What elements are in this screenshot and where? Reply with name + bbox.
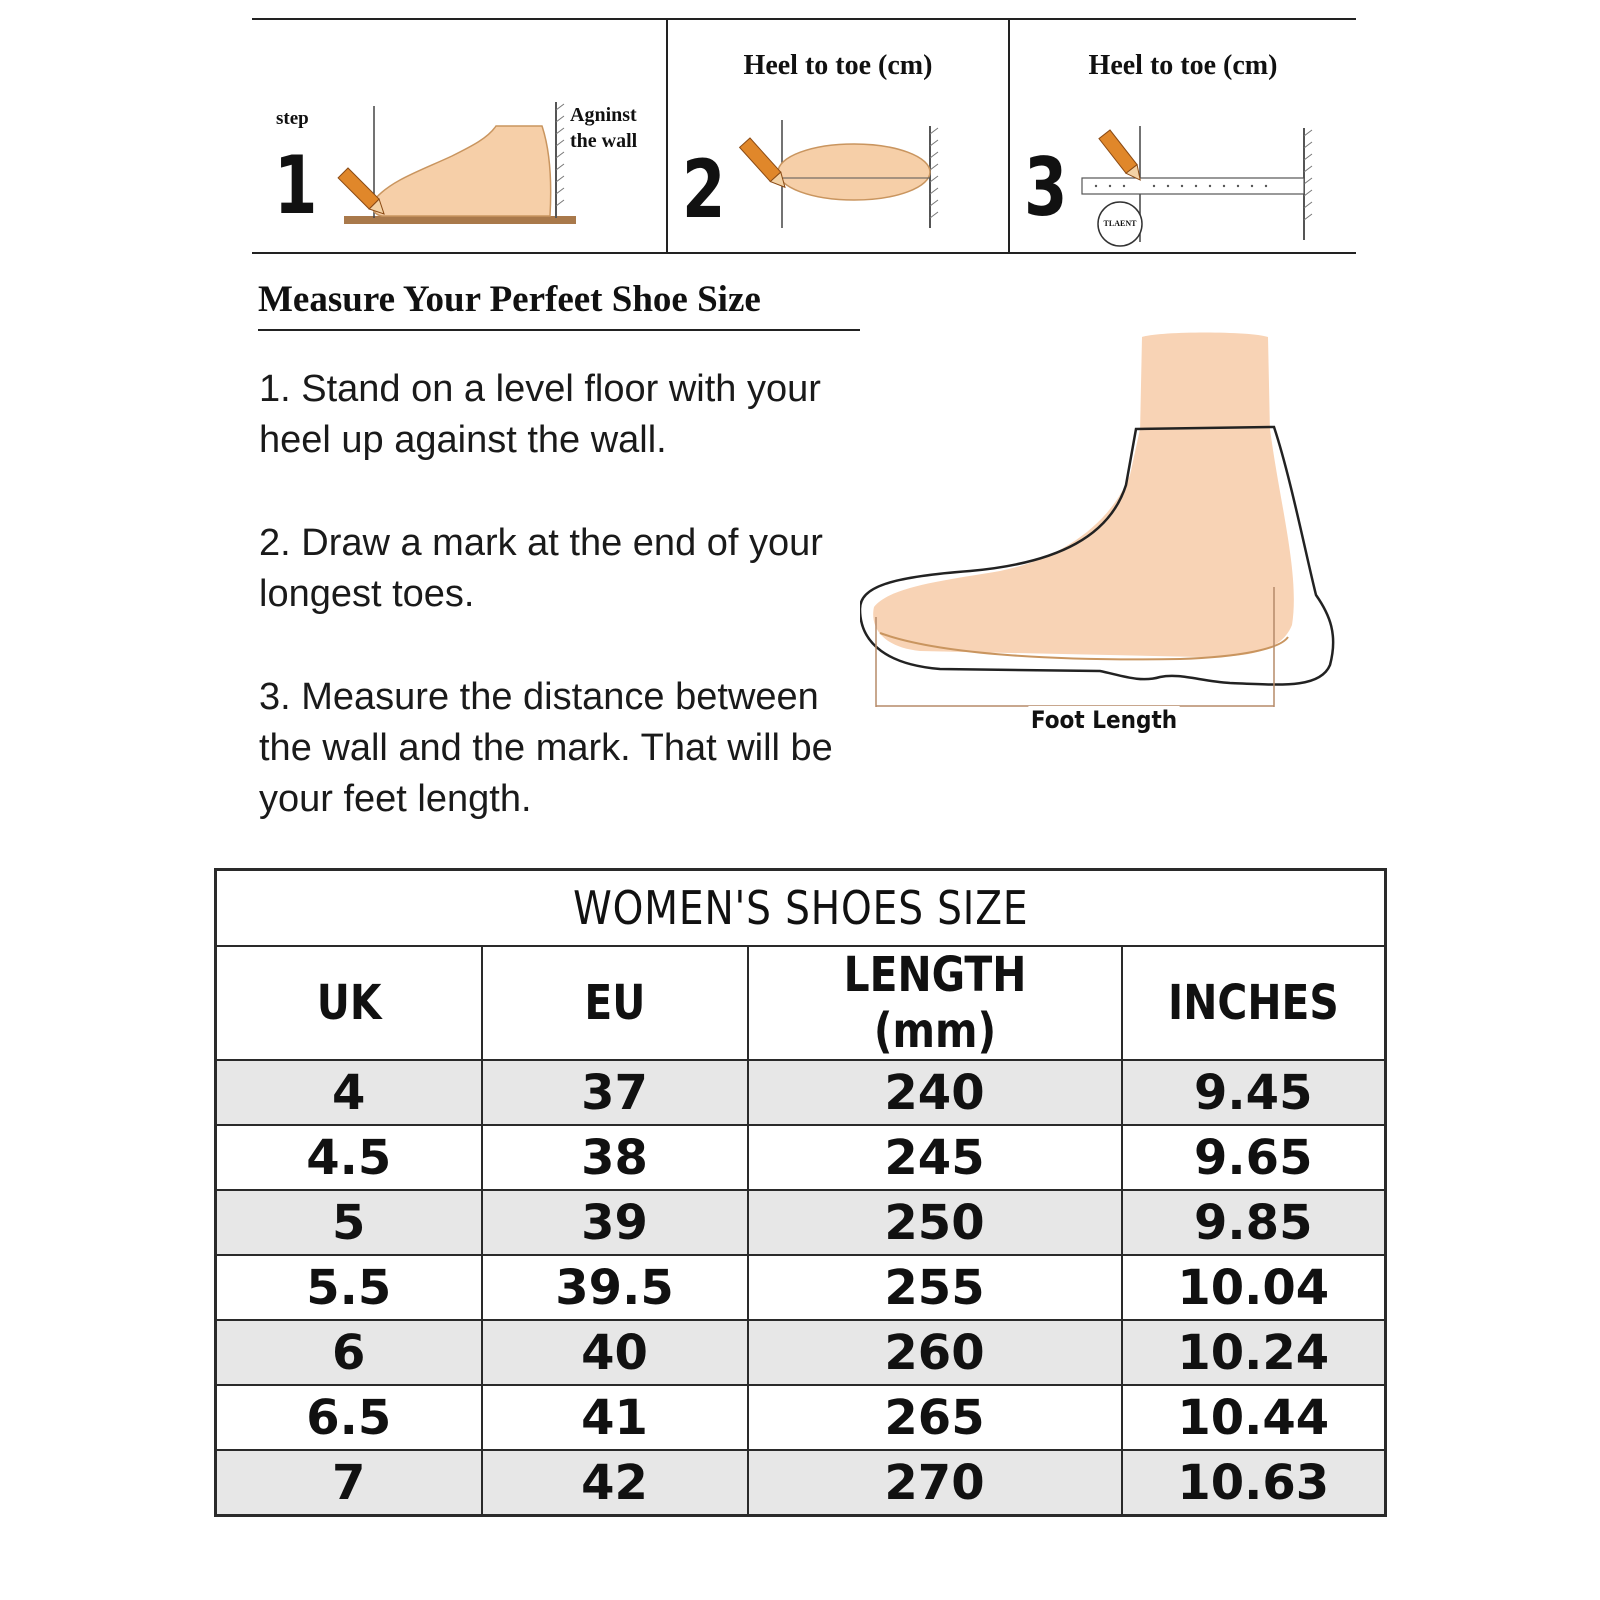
cell-inches: 10.44 xyxy=(1122,1385,1386,1450)
table-row xyxy=(216,1450,1386,1516)
measure-section-title: Measure Your Perfeet Shoe Size xyxy=(258,278,860,331)
instruction-2: 2. Draw a mark at the end of your longest toes. xyxy=(259,522,823,615)
step-3-title: Heel to toe (cm) xyxy=(1088,50,1278,81)
cell-eu: 41 xyxy=(482,1385,748,1450)
table-row xyxy=(216,1125,1386,1190)
cell-eu: 39.5 xyxy=(482,1255,748,1320)
table-row xyxy=(216,1385,1386,1450)
cell-uk: 5.5 xyxy=(216,1255,482,1320)
instruction-3: 3. Measure the distance between the wall and the mark. That will be your feet length. xyxy=(259,676,833,820)
step-1-number: 1 xyxy=(274,139,318,232)
table-row xyxy=(216,1060,1386,1125)
cell-length: 240 xyxy=(748,1060,1122,1125)
cell-uk: 6.5 xyxy=(216,1385,482,1450)
col-header-length: LENGTH (mm) xyxy=(748,946,1122,1060)
table-row xyxy=(216,1190,1386,1255)
cell-length: 245 xyxy=(748,1125,1122,1190)
cell-length: 260 xyxy=(748,1320,1122,1385)
table-row xyxy=(216,1255,1386,1320)
table-row xyxy=(216,1320,1386,1385)
cell-uk: 5 xyxy=(216,1190,482,1255)
cell-uk: 7 xyxy=(216,1450,482,1516)
cell-length: 265 xyxy=(748,1385,1122,1450)
cell-eu: 38 xyxy=(482,1125,748,1190)
foot-length-label: Foot Length xyxy=(1028,706,1179,734)
cell-length: 250 xyxy=(748,1190,1122,1255)
cell-inches: 10.04 xyxy=(1122,1255,1386,1320)
foot-in-shoe-illustration xyxy=(860,325,1350,725)
step-word: step xyxy=(276,108,309,129)
step-1-panel xyxy=(252,20,664,252)
cell-inches: 9.45 xyxy=(1122,1060,1386,1125)
step-3-panel xyxy=(1008,20,1356,252)
col-header-inches: INCHES xyxy=(1122,946,1386,1060)
tape-label: TLAENT xyxy=(1103,219,1137,228)
cell-eu: 37 xyxy=(482,1060,748,1125)
step-2-panel xyxy=(666,20,1008,252)
womens-size-table xyxy=(214,868,1387,1517)
step-2-title: Heel to toe (cm) xyxy=(743,50,933,81)
cell-inches: 10.24 xyxy=(1122,1320,1386,1385)
cell-inches: 9.65 xyxy=(1122,1125,1386,1190)
cell-inches: 9.85 xyxy=(1122,1190,1386,1255)
instruction-1: 1. Stand on a level floor with your heel up against the wall. xyxy=(259,368,821,461)
cell-eu: 39 xyxy=(482,1190,748,1255)
table-title: WOMEN'S SHOES SIZE xyxy=(216,870,1386,947)
cell-uk: 4 xyxy=(216,1060,482,1125)
cell-inches: 10.63 xyxy=(1122,1450,1386,1516)
against-wall-label: Agninst the wall xyxy=(570,104,638,152)
cell-uk: 6 xyxy=(216,1320,482,1385)
cell-eu: 40 xyxy=(482,1320,748,1385)
col-header-uk: UK xyxy=(216,946,482,1060)
cell-length: 270 xyxy=(748,1450,1122,1516)
col-header-eu: EU xyxy=(482,946,748,1060)
step-3-number: 3 xyxy=(1024,141,1068,234)
cell-length: 255 xyxy=(748,1255,1122,1320)
cell-uk: 4.5 xyxy=(216,1125,482,1190)
step-2-number: 2 xyxy=(682,143,726,236)
cell-eu: 42 xyxy=(482,1450,748,1516)
measuring-steps-strip xyxy=(252,18,1356,254)
